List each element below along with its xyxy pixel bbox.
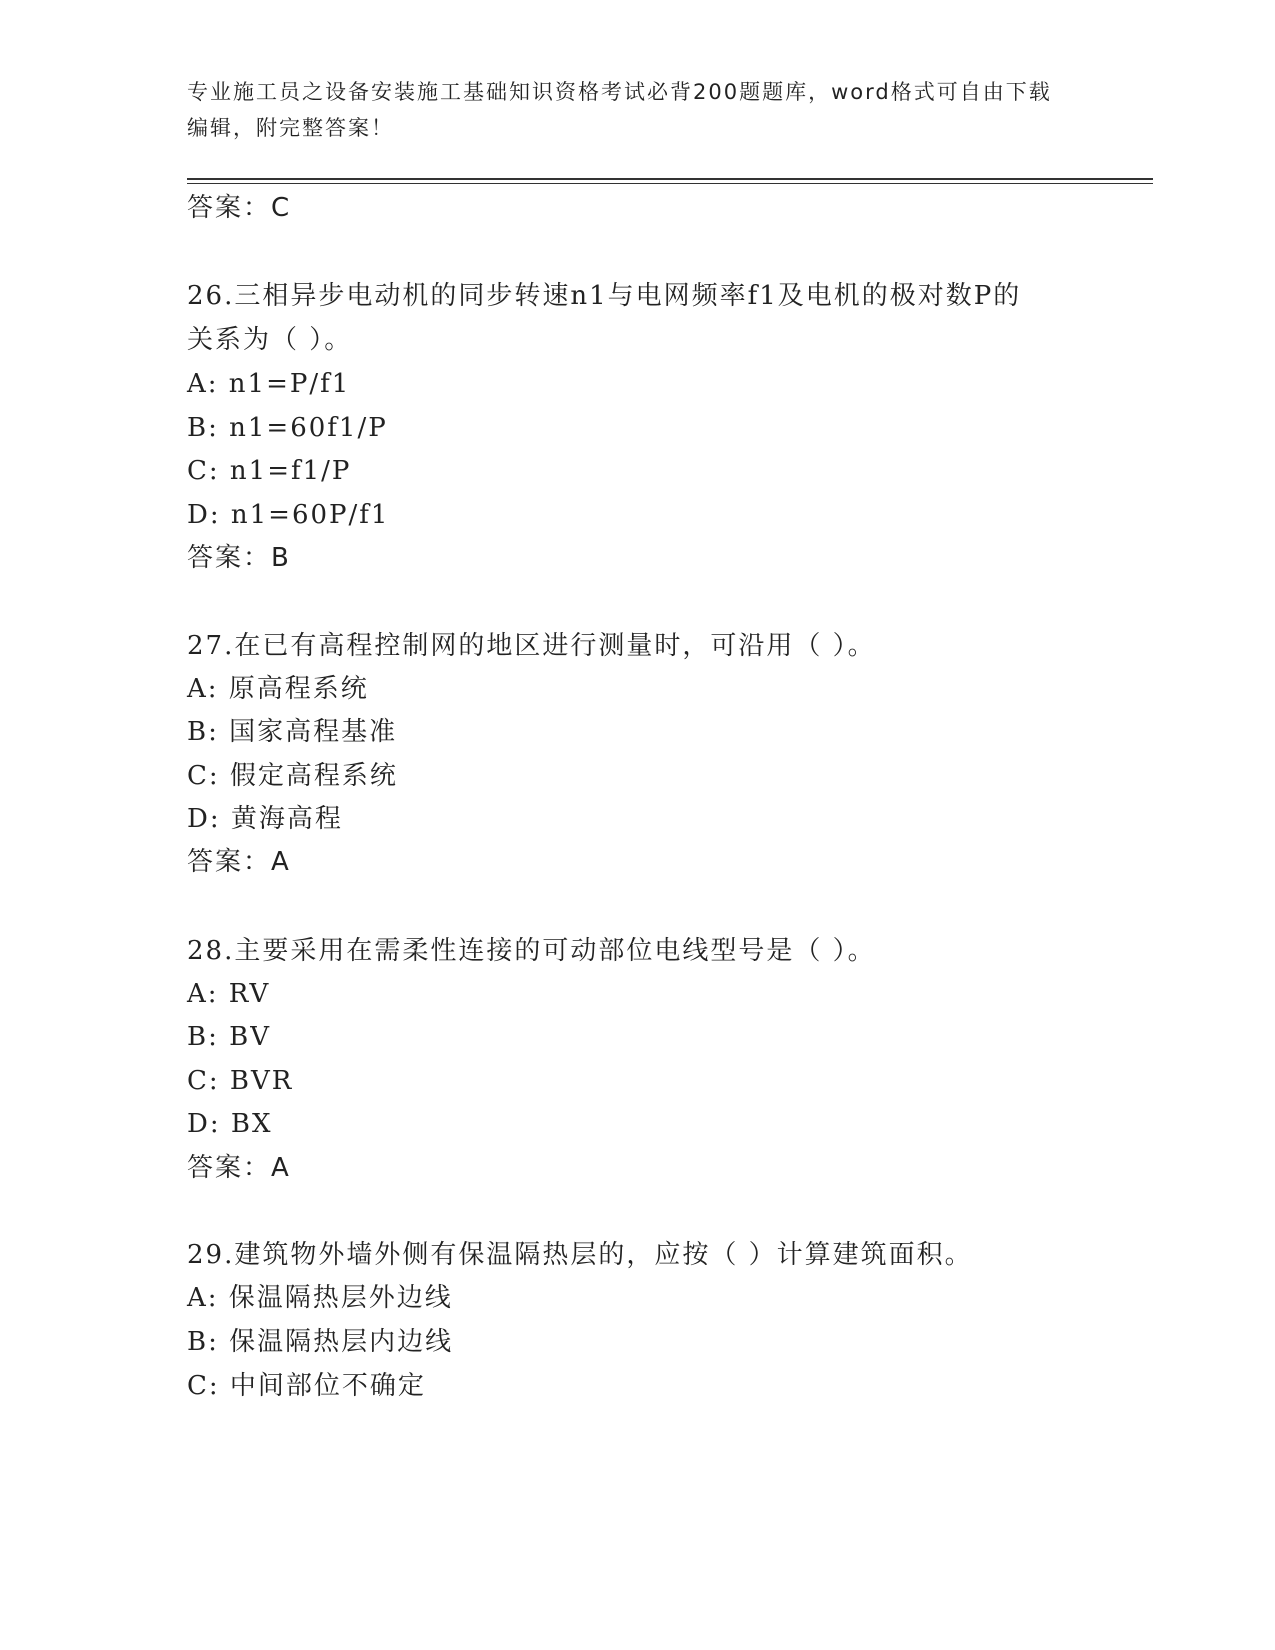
question-27-text: 27.在已有高程控制网的地区进行测量时，可沿用（ ）。 <box>187 631 876 661</box>
question-29-option-a: A: 保温隔热层外边线 <box>187 1283 453 1313</box>
question-28-text: 28.主要采用在需柔性连接的可动部位电线型号是（ ）。 <box>187 936 876 966</box>
question-28-answer: 答案：A <box>187 1153 291 1183</box>
question-29-option-b: B: 保温隔热层内边线 <box>187 1327 454 1357</box>
question-28-option-c: C: BVR <box>187 1066 294 1096</box>
header-divider-thin <box>187 183 1153 184</box>
question-27-option-d: D: 黄海高程 <box>187 804 343 834</box>
question-28-option-b: B: BV <box>187 1022 272 1052</box>
question-26-option-a: A: n1=P/f1 <box>187 369 351 399</box>
answer-prev: 答案：C <box>187 193 292 223</box>
question-26-answer: 答案：B <box>187 543 291 573</box>
question-26-text-cont: 关系为（ ）。 <box>187 325 353 355</box>
question-28-option-d: D: BX <box>187 1109 273 1139</box>
question-27-option-b: B: 国家高程基准 <box>187 717 398 747</box>
question-26-option-d: D: n1=60P/f1 <box>187 500 390 530</box>
header-divider-thick <box>187 178 1153 180</box>
question-29-text: 29.建筑物外墙外侧有保温隔热层的，应按（ ）计算建筑面积。 <box>187 1240 973 1270</box>
question-26-option-c: C: n1=f1/P <box>187 456 352 486</box>
question-28-option-a: A: RV <box>187 979 271 1009</box>
question-29-option-c: C: 中间部位不确定 <box>187 1371 426 1401</box>
question-26-option-b: B: n1=60f1/P <box>187 413 388 443</box>
question-26-text: 26.三相异步电动机的同步转速n1与电网频率f1及电机的极对数P的 <box>187 281 1022 311</box>
question-27-answer: 答案：A <box>187 847 291 877</box>
question-27-option-a: A: 原高程系统 <box>187 674 369 704</box>
header-text: 专业施工员之设备安装施工基础知识资格考试必背200题题库，word格式可自由下载编辑，附完整答案！ <box>187 80 1052 140</box>
question-27-option-c: C: 假定高程系统 <box>187 761 398 791</box>
